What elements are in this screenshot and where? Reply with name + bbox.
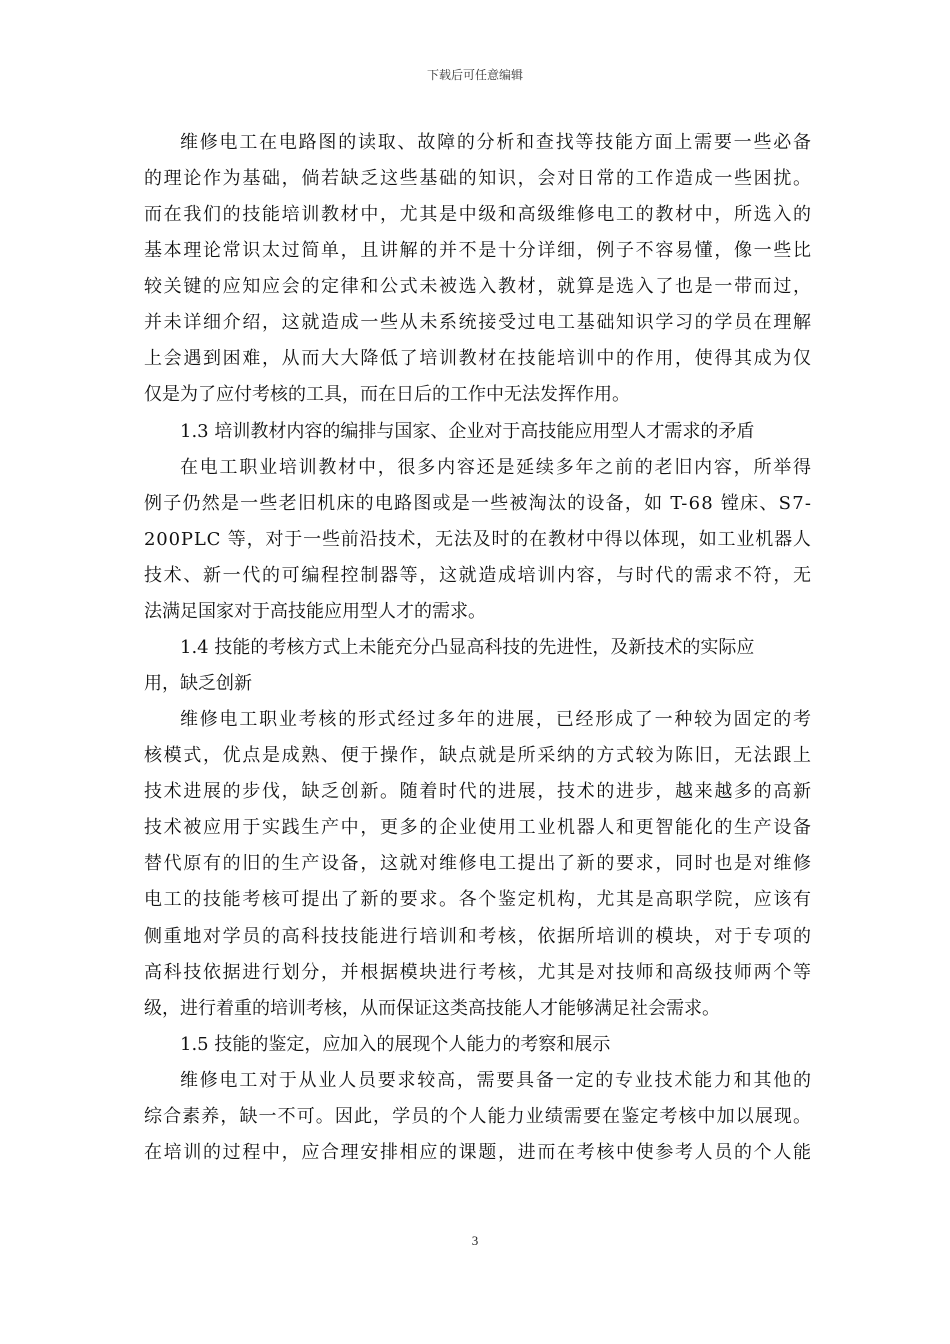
text-line: 级，进行着重的培训考核，从而保证这类高技能人才能够满足社会需求。 bbox=[144, 997, 720, 1019]
text-line: 而在我们的技能培训教材中，尤其是中级和高级维修电工的教材中，所选入的 bbox=[144, 204, 813, 226]
text-line: 电工的技能考核可提出了新的要求。各个鉴定机构，尤其是高职学院，应该有 bbox=[144, 889, 813, 911]
page-number: 3 bbox=[471, 1233, 479, 1248]
text-line: 维修电工在电路图的读取、故障的分析和查找等技能方面上需要一些必备 bbox=[180, 132, 813, 153]
text-line: 例子仍然是一些老旧机床的电路图或是一些被淘汰的设备，如 T-68 镗床、S7- bbox=[144, 492, 813, 514]
text-line: 200PLC 等，对于一些前沿技术，无法及时的在教材中得以体现，如工业机器人 bbox=[144, 528, 812, 550]
text-line: 技术进展的步伐，缺乏创新。随着时代的进展，技术的进步，越来越多的高新 bbox=[144, 781, 813, 803]
text-line: 法满足国家对于高技能应用型人才的需求。 bbox=[144, 600, 486, 622]
text-line: 技术被应用于实践生产中，更多的企业使用工业机器人和更智能化的生产设备 bbox=[144, 817, 813, 839]
text-line: 上会遇到困难，从而大大降低了培训教材在技能培训中的作用，使得其成为仅 bbox=[144, 348, 813, 370]
text-line: 高科技依据进行划分，并根据模块进行考核，尤其是对技师和高级技师两个等 bbox=[144, 961, 813, 983]
text-line: 综合素养，缺一不可。因此，学员的个人能力业绩需要在鉴定考核中加以展现。 bbox=[144, 1105, 813, 1127]
page-header: 下载后可任意编辑 bbox=[426, 68, 523, 82]
text-line: 在电工职业培训教材中，很多内容还是延续多年之前的老旧内容，所举得 bbox=[180, 456, 813, 478]
section-heading: 1.5 技能的鉴定，应加入的展现个人能力的考察和展示 bbox=[180, 1033, 611, 1055]
section-heading-continued: 用，缺乏创新 bbox=[144, 673, 252, 695]
text-line: 核模式，优点是成熟、便于操作，缺点就是所采纳的方式较为陈旧，无法跟上 bbox=[144, 745, 813, 767]
section-heading: 1.4 技能的考核方式上未能充分凸显高科技的先进性，及新技术的实际应 bbox=[180, 636, 755, 658]
text-line: 较关键的应知应会的定律和公式未被选入教材，就算是选入了也是一带而过， bbox=[144, 276, 813, 298]
text-line: 技术、新一代的可编程控制器等，这就造成培训内容，与时代的需求不符，无 bbox=[144, 564, 813, 586]
text-line: 在培训的过程中，应合理安排相应的课题，进而在考核中使参考人员的个人能 bbox=[144, 1141, 813, 1163]
text-line: 维修电工对于从业人员要求较高，需要具备一定的专业技术能力和其他的 bbox=[180, 1069, 813, 1091]
text-line: 基本理论常识太过简单，且讲解的并不是十分详细，例子不容易懂，像一些比 bbox=[144, 240, 813, 262]
section-heading: 1.3 培训教材内容的编排与国家、企业对于高技能应用型人才需求的矛盾 bbox=[180, 420, 755, 442]
text-line: 并未详细介绍，这就造成一些从未系统接受过电工基础知识学习的学员在理解 bbox=[144, 312, 813, 334]
text-line: 的理论作为基础，倘若缺乏这些基础的知识，会对日常的工作造成一些困扰。 bbox=[144, 168, 813, 190]
text-line: 侧重地对学员的高科技技能进行培训和考核，依据所培训的模块，对于专项的 bbox=[144, 925, 813, 947]
text-line: 维修电工职业考核的形式经过多年的进展，已经形成了一种较为固定的考 bbox=[180, 709, 813, 731]
text-line: 仅是为了应付考核的工具，而在日后的工作中无法发挥作用。 bbox=[144, 384, 630, 406]
text-line: 替代原有的旧的生产设备，这就对维修电工提出了新的要求，同时也是对维修 bbox=[144, 853, 813, 875]
